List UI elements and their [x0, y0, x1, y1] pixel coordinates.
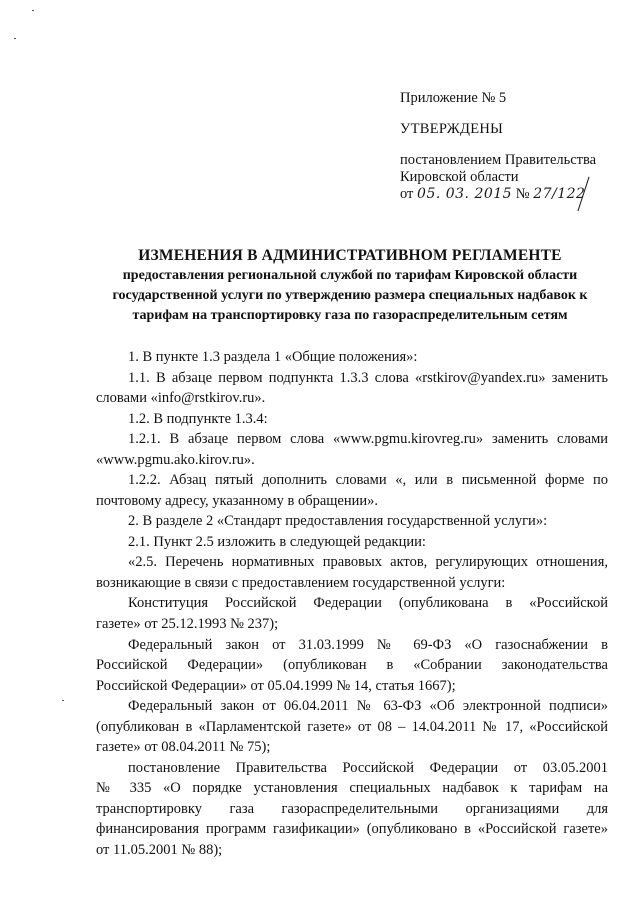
- body-line: 1.2. В подпункте 1.3.4:: [128, 411, 268, 427]
- body-line: № 335 «О порядке установления специальных надбавок к тарифам на: [96, 780, 608, 796]
- body-line: 2.1. Пункт 2.5 изложить в следующей редакции:: [128, 534, 426, 550]
- handwritten-number: 27/122: [533, 186, 586, 202]
- scan-speck: [14, 38, 16, 39]
- body-line: «2.5. Перечень нормативных правовых актов, регулирующих отношения,: [128, 554, 608, 570]
- decree-date-line: [400, 186, 585, 203]
- document-title: ИЗМЕНЕНИЯ В АДМИНИСТРАТИВНОМ РЕГЛАМЕНТЕ: [138, 247, 562, 264]
- date-prefix: от: [400, 186, 414, 202]
- body-line: Российской Федерации» (опубликован в «Собрании законодательства: [96, 657, 608, 673]
- decree-line-2: Кировской области: [400, 168, 519, 185]
- appendix-number: Приложение № 5: [400, 90, 507, 106]
- body-line: Российской Федерации» от 05.04.1999 № 14, статья 1667);: [96, 678, 456, 694]
- body-line: от 11.05.2001 № 88);: [96, 842, 223, 858]
- title-subtitle-line-1: предоставления региональной службой по тарифам Кировской области: [122, 268, 578, 283]
- body-line: 1. В пункте 1.3 раздела 1 «Общие положения»:: [128, 349, 418, 365]
- handwritten-date: 05. 03. 2015: [417, 186, 513, 202]
- body-line: 2. В разделе 2 «Стандарт предоставления государственной услуги»:: [128, 513, 548, 529]
- scan-speck: [32, 10, 34, 11]
- scan-speck: [62, 700, 64, 701]
- body-line: возникающие в связи с предоставлением государственной услуги:: [96, 575, 506, 591]
- body-line: постановление Правительства Российской Федерации от 03.05.2001: [128, 760, 608, 776]
- body-line: Федеральный закон от 31.03.1999 № 69-ФЗ «О газоснабжении в: [128, 637, 608, 653]
- body-line: транспортировку газа газораспределительными организациями для: [96, 801, 608, 817]
- decree-line-1: постановлением Правительства: [400, 152, 597, 168]
- body-line: почтовому адресу, указанному в обращении».: [96, 493, 379, 509]
- title-subtitle-line-2: государственной услуги по утверждению размера специальных надбавок к: [112, 288, 588, 303]
- body-line: словами «info@rstkirov.ru».: [96, 390, 266, 406]
- body-line: «www.pgmu.ako.kirov.ru».: [96, 452, 255, 468]
- body-line: Конституция Российской Федерации (опубликована в «Российской: [128, 595, 608, 611]
- body-line: (опубликован в «Парламентской газете» от 08 – 14.04.2011 № 17, «Российской: [96, 719, 608, 735]
- number-prefix: №: [515, 186, 530, 202]
- body-line: газете» от 25.12.1993 № 237);: [96, 616, 279, 632]
- title-subtitle-line-3: тарифам на транспортировку газа по газораспределительным сетям: [132, 308, 568, 323]
- body-line: 1.1. В абзаце первом подпункта 1.3.3 слова «rstkirov@yandex.ru» заменить: [128, 370, 608, 386]
- body-line: финансирования программ газификации» (опубликовано в «Российской газете»: [96, 821, 608, 837]
- body-line: 1.2.1. В абзаце первом слова «www.pgmu.kirovreg.ru» заменить словами: [128, 431, 608, 447]
- body-line: Федеральный закон от 06.04.2011 № 63-ФЗ «Об электронной подписи»: [128, 698, 608, 714]
- decree-reference: [400, 152, 596, 185]
- approved-label: УТВЕРЖДЕНЫ: [400, 121, 504, 137]
- body-line: 1.2.2. Абзац пятый дополнить словами «, или в письменной форме по: [128, 472, 608, 488]
- body-line: газете» от 08.04.2011 № 75);: [96, 739, 271, 755]
